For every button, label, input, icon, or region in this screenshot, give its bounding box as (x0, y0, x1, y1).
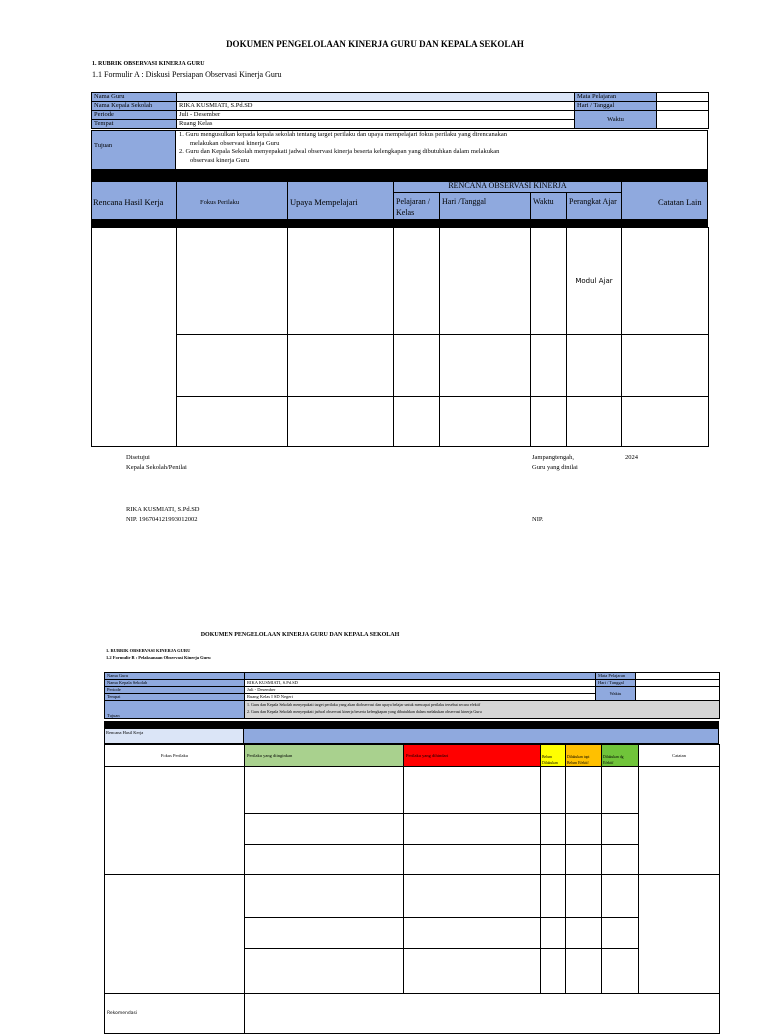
doc2-cell-fokus-1[interactable] (105, 767, 245, 875)
doc2-cell-c1[interactable] (541, 767, 566, 814)
doc1-hdr-divider-h (393, 192, 622, 193)
doc2-cell-a3[interactable] (245, 845, 404, 875)
doc2-field-waktu[interactable] (636, 687, 720, 701)
doc2-cell-fokus-2[interactable] (105, 875, 245, 994)
doc2-cell-d1[interactable] (566, 767, 602, 814)
doc2-cell-d2[interactable] (566, 814, 602, 845)
doc1-hdr-divider-4 (439, 192, 440, 220)
doc2-cell-c2[interactable] (541, 814, 566, 845)
doc2-tujuan-content (245, 701, 720, 719)
doc2-cell-d3[interactable] (566, 845, 602, 875)
doc2-label-nama-guru: Nama Guru (105, 673, 245, 680)
field-mata-pelajaran[interactable] (657, 93, 709, 102)
doc2-cell-e5[interactable] (602, 918, 639, 949)
doc2-cell-b6[interactable] (404, 949, 541, 994)
doc1-hdr-divider-2 (287, 181, 288, 220)
label-hari-tanggal: Hari / Tanggal (575, 102, 657, 111)
doc2-label-tujuan: Tujuan (105, 701, 245, 719)
doc2-label-hari: Hari / Tanggal (596, 680, 636, 687)
doc1-hdr-divider-1 (176, 181, 177, 220)
doc2-cell-catatan-1[interactable] (639, 767, 720, 875)
doc2-cell-e4[interactable] (602, 875, 639, 918)
field-nama-kepala[interactable]: RIKA KUSMIATI, S.Pd.SD (177, 102, 575, 111)
doc2-cell-e6[interactable] (602, 949, 639, 994)
sign-guru-nip: NIP. (532, 516, 544, 523)
doc2-hdr-efektif-1: Dilakukan dg (603, 755, 624, 759)
doc1-tujuan-label: Tujuan (94, 142, 113, 149)
doc2-cell-a4[interactable] (245, 875, 404, 918)
doc2-rekomendasi-label: Rekomendasi (107, 1011, 138, 1016)
doc2-cell-b1[interactable] (404, 767, 541, 814)
doc2-tujuan-2: 2. Guru dan Kepala Sekolah menyepakati jadwal observasi kinerja beserta kelengkapan yang dibutuhkan dalam melakukan observasi kinerja Guru (247, 709, 482, 714)
doc1-separator-bar (91, 170, 708, 181)
doc2-hdr-dihindari: Perilaku yang dihindari (404, 745, 541, 767)
sign-year: 2024 (625, 454, 638, 461)
doc1-section: 1. RUBRIK OBSERVASI KINERJA GURU (92, 61, 205, 67)
field-nama-guru[interactable] (177, 93, 575, 102)
doc2-label-nama-kepala: Nama Kepala Sekolah (105, 680, 245, 687)
sign-guru-role: Guru yang dinilai (532, 464, 578, 471)
doc2-rekomendasi-label-cell (105, 994, 245, 1034)
doc1-cell-rencana[interactable] (92, 228, 177, 447)
doc2-label-mapel: Mata Pelajaran (596, 673, 636, 680)
doc2-label-periode: Periode (105, 687, 245, 694)
doc1-cell-fokus-2[interactable] (177, 335, 288, 397)
doc1-cell-pelajaran-2[interactable] (394, 335, 440, 397)
doc2-cell-c5[interactable] (541, 918, 566, 949)
doc1-hdr-perangkat: Perangkat Ajar (569, 197, 617, 206)
doc1-cell-catatan-2[interactable] (622, 335, 709, 397)
sign-place: Jampangtengah, (532, 454, 575, 461)
modul-ajar-text: Modul Ajar (575, 277, 613, 285)
doc2-header-table (104, 744, 720, 767)
doc1-cell-perangkat-2[interactable] (567, 335, 622, 397)
doc2-hdr-dilakukan-1: Dilakukan tapi (567, 755, 590, 759)
doc2-label-waktu: Waktu (596, 687, 636, 701)
doc2-hdr-belum-2: Dilakukan (542, 761, 558, 765)
doc2-cell-d4[interactable] (566, 875, 602, 918)
doc1-hdr-fokus: Fokus Perilaku (200, 199, 240, 206)
doc2-info-table (104, 672, 720, 719)
doc1-cell-hari-2[interactable] (440, 335, 531, 397)
doc2-cell-d5[interactable] (566, 918, 602, 949)
doc1-info-table (91, 92, 709, 129)
doc1-cell-hari-3[interactable] (440, 397, 531, 447)
doc1-hdr-rencana-hasil: Rencana Hasil Kerja (93, 197, 164, 207)
doc1-cell-pelajaran-1[interactable] (394, 228, 440, 335)
doc2-section: 1. RUBRIK OBSERVASI KINERJA GURU (106, 648, 191, 653)
doc2-cell-b2[interactable] (404, 814, 541, 845)
doc1-tujuan-1a: 1. Guru mengusulkan kepada kepala sekolah tentang target perilaku dan upaya mempelajari fokus perilaku yang direncanakan (179, 131, 508, 138)
doc2-cell-a1[interactable] (245, 767, 404, 814)
doc2-field-hari[interactable] (636, 680, 720, 687)
sign-disetujui: Disetujui (126, 454, 150, 461)
doc2-cell-e3[interactable] (602, 845, 639, 875)
doc2-cell-a6[interactable] (245, 949, 404, 994)
doc1-cell-waktu-2[interactable] (531, 335, 567, 397)
doc2-cell-e1[interactable] (602, 767, 639, 814)
doc2-field-nama-kepala[interactable]: RIKA KUSMIATI, S.Pd.SD (245, 680, 596, 687)
doc2-hdr-belum-1: Belum (542, 755, 553, 759)
doc2-cell-a2[interactable] (245, 814, 404, 845)
doc2-title: DOKUMEN PENGELOLAAN KINERJA GURU DAN KEPALA SEKOLAH (200, 632, 400, 638)
doc2-hdr-dilakukan (566, 745, 602, 767)
label-nama-guru: Nama Guru (92, 93, 177, 102)
doc1-cell-waktu-1[interactable] (531, 228, 567, 335)
doc2-rekomendasi-field[interactable] (245, 994, 720, 1034)
doc2-hdr-efektif-2: Efektif (603, 761, 614, 765)
doc1-cell-perangkat-3[interactable] (567, 397, 622, 447)
doc1-cell-catatan-1[interactable] (622, 228, 709, 335)
doc2-cell-c4[interactable] (541, 875, 566, 918)
doc1-cell-catatan-3[interactable] (622, 397, 709, 447)
doc2-cell-b3[interactable] (404, 845, 541, 875)
doc2-field-mapel[interactable] (636, 673, 720, 680)
doc2-cell-catatan-2[interactable] (639, 875, 720, 994)
doc2-tujuan-1: 1. Guru dan Kepala Sekolah menyepakati target perilaku yang akan diobservasi dan upaya belajar untuk mencapai perilaku tersebut secara efektif (247, 702, 481, 707)
label-periode: Periode (92, 111, 177, 120)
label-tempat: Tempat (92, 120, 177, 129)
field-waktu[interactable] (657, 111, 709, 129)
doc1-cell-hari-1[interactable] (440, 228, 531, 335)
label-nama-kepala: Nama Kepala Sekolah (92, 102, 177, 111)
doc2-hdr-efektif (602, 745, 639, 767)
doc2-cell-d6[interactable] (566, 949, 602, 994)
doc2-rencana-label: Rencana Hasil Kerja (106, 730, 144, 735)
doc2-cell-a5[interactable] (245, 918, 404, 949)
label-mata-pelajaran: Mata Pelajaran (575, 93, 657, 102)
doc1-hdr-divider-6 (566, 192, 567, 220)
doc1-cell-fokus-1[interactable] (177, 228, 288, 335)
doc2-cell-b5[interactable] (404, 918, 541, 949)
doc1-tujuan-label-cell (91, 130, 176, 170)
doc1-hdr-rencana-observasi: RENCANA OBSERVASI KINERJA (448, 181, 567, 190)
doc1-hdr-divider-5 (530, 192, 531, 220)
doc2-cell-c3[interactable] (541, 845, 566, 875)
doc1-tujuan-1b: melakukan observasi kinerja Guru (190, 139, 280, 147)
doc2-body-table (104, 766, 720, 1034)
doc1-tujuan-2b: observasi kinerja Guru (190, 156, 250, 164)
doc2-field-periode[interactable]: Juli - Desember (245, 687, 596, 694)
doc1-tujuan-2a: 2. Guru dan Kepala Sekolah menyepakati jadwal observasi kinerja beserta kelengkapan yang dibutuhkan dalam melakukan (179, 148, 500, 155)
doc1-subsection: 1.1 Formulir A : Diskusi Persiapan Observasi Kinerja Guru (92, 70, 282, 79)
label-waktu: Waktu (575, 111, 657, 129)
doc1-cell-upaya-2[interactable] (288, 335, 394, 397)
doc2-cell-e2[interactable] (602, 814, 639, 845)
field-periode[interactable]: Juli - Desember (177, 111, 575, 120)
doc1-title: DOKUMEN PENGELOLAAN KINERJA GURU DAN KEPALA SEKOLAH (226, 39, 524, 49)
doc2-field-nama-guru[interactable] (245, 673, 596, 680)
doc1-cell-waktu-3[interactable] (531, 397, 567, 447)
doc1-cell-pelajaran-3[interactable] (394, 397, 440, 447)
doc2-cell-c6[interactable] (541, 949, 566, 994)
doc1-tujuan-content (175, 130, 708, 170)
doc2-cell-b4[interactable] (404, 875, 541, 918)
doc1-hdr-kelas: Kelas (396, 208, 415, 217)
doc1-hdr-upaya: Upaya Mempelajari (290, 197, 358, 207)
doc1-body-table (91, 227, 709, 447)
sign-kepala-name: RIKA KUSMIATI, S.Pd.SD (126, 506, 200, 513)
doc1-cell-upaya-1[interactable] (288, 228, 394, 335)
doc2-hdr-belum (541, 745, 566, 767)
doc2-subsection: 1.2 Formulir B : Pelaksanaan Observasi Kinerja Guru (106, 655, 211, 660)
doc1-hdr-catatan: Catatan Lain (658, 197, 702, 207)
doc1-cell-fokus-3[interactable] (177, 397, 288, 447)
doc1-cell-upaya-3[interactable] (288, 397, 394, 447)
doc2-hdr-dilakukan-2: Belum Efektif (567, 761, 589, 765)
doc2-separator-bar (104, 721, 719, 728)
sign-kepala-nip: NIP. 196704121993012002 (126, 516, 198, 523)
field-hari-tanggal[interactable] (657, 102, 709, 111)
doc2-hdr-catatan: Catatan (639, 745, 720, 767)
doc1-cell-perangkat-1[interactable] (567, 228, 622, 335)
field-tempat[interactable]: Ruang Kelas (177, 120, 575, 129)
doc2-hdr-diinginkan: Perilaku yang diinginkan (245, 745, 404, 767)
doc2-field-tempat[interactable]: Ruang Kelas I SD Negeri (245, 694, 596, 701)
doc2-hdr-fokus: Fokus Perilaku (105, 745, 245, 767)
sign-kepala-role: Kepala Sekolah/Penilai (126, 464, 187, 471)
doc1-hdr-waktu: Waktu (533, 197, 554, 206)
doc1-hdr-pelajaran: Pelajaran / (396, 197, 430, 206)
doc1-hdr-hari: Hari /Tanggal (442, 197, 487, 206)
doc2-label-tempat: Tempat (105, 694, 245, 701)
